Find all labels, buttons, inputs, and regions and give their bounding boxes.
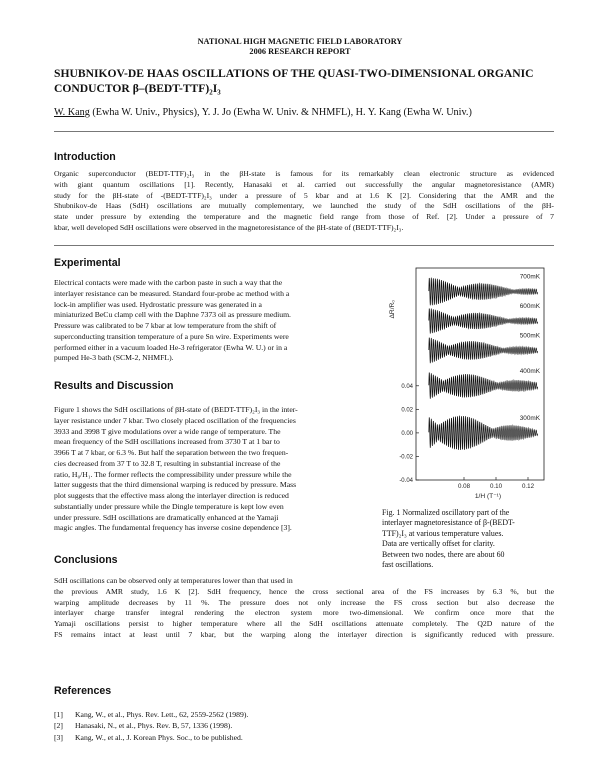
- caption-line: interlayer magnetoresistance of β-(BEDT-: [382, 518, 515, 528]
- text-line: 3966 T at 7 kbar, or 6.3 %. But half the separation between the two frequen-: [54, 448, 289, 457]
- results-heading: Results and Discussion: [54, 380, 174, 392]
- text-line: under pressure. SdH oscillations are dramatically enhanced at the Yamaji: [54, 512, 279, 522]
- text-line: Organic superconductor (BEDT-TTF)₂I₃ in the βH-state is famous for its remarkably clean electronic structure as evidenced: [54, 169, 554, 178]
- text-line: magic angles. The fundamental frequency has inverse cosine dependence [3].: [54, 523, 292, 533]
- reference-number: [1]: [54, 710, 63, 719]
- text-line: Yamaji oscillations persist to higher temperature where all the SdH oscillations attenuate completely. The Q2D nature of the: [54, 619, 554, 628]
- text-line: interlayer charge transfer integral rendering the electron system more two-dimensional. We confirm once more that the: [54, 608, 554, 618]
- text-line: Shubnikov-de Haas (SdH) oscillations are mutually complementary, we launched the study of the SdH oscillations of the βH-: [54, 201, 554, 211]
- text-line: performed either in a vacuum loaded He-3 refrigerator (Ewha W. U.) or in a: [54, 342, 288, 352]
- x-tick-label: 0.10: [489, 483, 503, 490]
- lead-author: W. Kang: [54, 107, 90, 118]
- caption-line: fast oscillations.: [382, 560, 434, 570]
- y-tick-label: 0.02: [401, 407, 413, 414]
- sdh-oscillation-chart: [380, 262, 550, 502]
- experimental-heading: Experimental: [54, 257, 121, 269]
- text-line: Figure 1 shows the SdH oscillations of βH-state of (BEDT-TTF)₂I₃ in the inter-: [54, 405, 298, 414]
- text-line: with giant quantum oscillations [1]. Recently, Hanasaki et al. carried out successfully the angular magnetoresistance (AMR): [54, 179, 554, 189]
- series-label: 300mK: [519, 414, 540, 422]
- co-authors: (Ewha W. Univ., Physics), Y. J. Jo (Ewha W. Univ. & NHMFL), H. Y. Kang (Ewha W. Univ.): [89, 107, 472, 118]
- text-line: substantially under pressure while the Dingle temperature is kept low even: [54, 501, 284, 511]
- text-line: Electrical contacts were made with the carbon paste in such a way that the: [54, 278, 283, 287]
- figure-caption: [382, 508, 554, 570]
- references-heading: References: [54, 685, 112, 697]
- series-line: [429, 278, 538, 306]
- reference-list: [54, 709, 248, 743]
- series-line: [429, 372, 538, 398]
- series-line: [429, 309, 538, 334]
- text-line: study for the βH-state of -(BEDT-TTF)₂I₃ under a pressure of 5 kbar and at 1.6 K [2]. Considering that the AMR and the: [54, 190, 554, 200]
- text-line: ratio, H₀/H₁. The former reflects the compressibility under pressure while the: [54, 469, 292, 479]
- series-line: [429, 338, 538, 364]
- caption-line: Data are vertically offset for clarity.: [382, 539, 495, 549]
- text-line: FS remains intact at least until 7 kbar, but the warping along the interlayer direction is significantly reduced with pressure.: [54, 629, 554, 639]
- text-line: Pressure was calibrated to be 7 kbar at low temperature from the shift of: [54, 321, 277, 330]
- text-line: layer resistance under 7 kbar. Two closely placed oscillation of the frequencies: [54, 415, 296, 425]
- reference-text: Hanasaki, N., et al., Phys. Rev. B, 57, 1336 (1998).: [75, 721, 233, 731]
- x-axis-label: 1/H (T⁻¹): [474, 493, 502, 500]
- text-line: the previous AMR study, 1.6 K [2]. SdH frequency, hence the cross sectional area of the FS increases by 6.3 %, but the: [54, 586, 554, 596]
- experimental-text: [54, 278, 366, 364]
- divider-intro: [54, 245, 554, 246]
- series-label: 400mK: [519, 367, 540, 375]
- x-tick-label: 0.08: [457, 483, 471, 490]
- text-line: latter suggests that the third dimensional warping is reduced by pressure. Mass: [54, 480, 297, 490]
- text-line: interlayer resistance can be measured. Standard four-probe ac method with a: [54, 288, 290, 298]
- x-tick-label: 0.12: [521, 483, 535, 490]
- caption-line: Fig. 1 Normalized oscillatory part of the: [382, 508, 510, 517]
- y-tick-label: 0.04: [401, 383, 413, 390]
- results-text: [54, 405, 366, 534]
- conclusions-text: [54, 576, 554, 641]
- series-label: 500mK: [519, 332, 540, 340]
- reference-text: Kang, W., et al., J. Korean Phys. Soc., to be published.: [75, 732, 243, 742]
- reference-item: [54, 720, 248, 731]
- series-label: 600mK: [519, 303, 540, 311]
- caption-line: Between two nodes, there are about 60: [382, 549, 505, 559]
- reference-number: [3]: [54, 732, 63, 742]
- author-list: [54, 107, 554, 118]
- text-line: SdH oscillations can be observed only at temperatures lower than that used in: [54, 576, 293, 585]
- y-tick-label: -0.04: [399, 478, 413, 484]
- title-line-2: CONDUCTOR β–(BEDT-TTF)₂I₃: [54, 82, 221, 95]
- y-tick-label: -0.02: [399, 454, 413, 461]
- introduction-text: [54, 169, 554, 234]
- divider-top: [54, 131, 554, 132]
- text-line: pumped He-3 bath (SCM-2, NHMFL).: [54, 353, 174, 363]
- text-line: state under pressure by extending the temperature and the magnetic field range from those of Ref. [2]. Under a pressure of 7: [54, 212, 554, 221]
- paper-title: [54, 66, 554, 96]
- caption-line: TTF)₂I₃ at various temperature values.: [382, 528, 504, 538]
- text-line: lock-in amplifier was used. Hydrostatic pressure was generated in a: [54, 299, 262, 309]
- text-line: superconducting transition temperature of a pure Sn wire. Experiments were: [54, 331, 289, 341]
- reference-number: [2]: [54, 721, 63, 731]
- text-line: mean frequency of the SdH oscillations increased from 3730 T at 1 bar to: [54, 437, 280, 447]
- y-tick-label: 0.00: [401, 430, 413, 437]
- text-line: cies decreased from 37 T to 32.8 T, resulting in substantial increase of the: [54, 458, 281, 468]
- title-line-1: SHUBNIKOV-DE HAAS OSCILLATIONS OF THE QUASI-TWO-DIMENSIONAL ORGANIC: [54, 67, 534, 80]
- series-label: 700mK: [519, 273, 540, 281]
- lab-header: NATIONAL HIGH MAGNETIC FIELD LABORATORY: [197, 37, 403, 46]
- reference-item: [54, 732, 248, 743]
- reference-text: Kang, W., et al., Phys. Rev. Lett., 62, 2559-2562 (1989).: [75, 710, 249, 719]
- figure-1: [380, 262, 550, 502]
- text-line: warping amplitude decreases by 11 %. The pressure does not only increase the FS cross section but also decrease the: [54, 597, 554, 607]
- report-year: 2006 RESEARCH REPORT: [249, 47, 351, 56]
- text-line: plot suggests that the effective mass along the interlayer direction is reduced: [54, 491, 289, 500]
- text-line: kbar, well developed SdH oscillations were observed in the magnetoresistance of the βH-state of (BEDT-TTF)₂I₃.: [54, 222, 404, 232]
- y-axis-label: ΔR/R₀: [389, 299, 396, 319]
- reference-item: [54, 709, 248, 720]
- conclusions-heading: Conclusions: [54, 554, 118, 566]
- introduction-heading: Introduction: [54, 151, 116, 163]
- text-line: 3933 and 3998 T give modulations over a wide range of temperature. The: [54, 426, 281, 436]
- text-line: miniaturized BeCu clamp cell with the Daphne 7373 oil as pressure medium.: [54, 310, 291, 320]
